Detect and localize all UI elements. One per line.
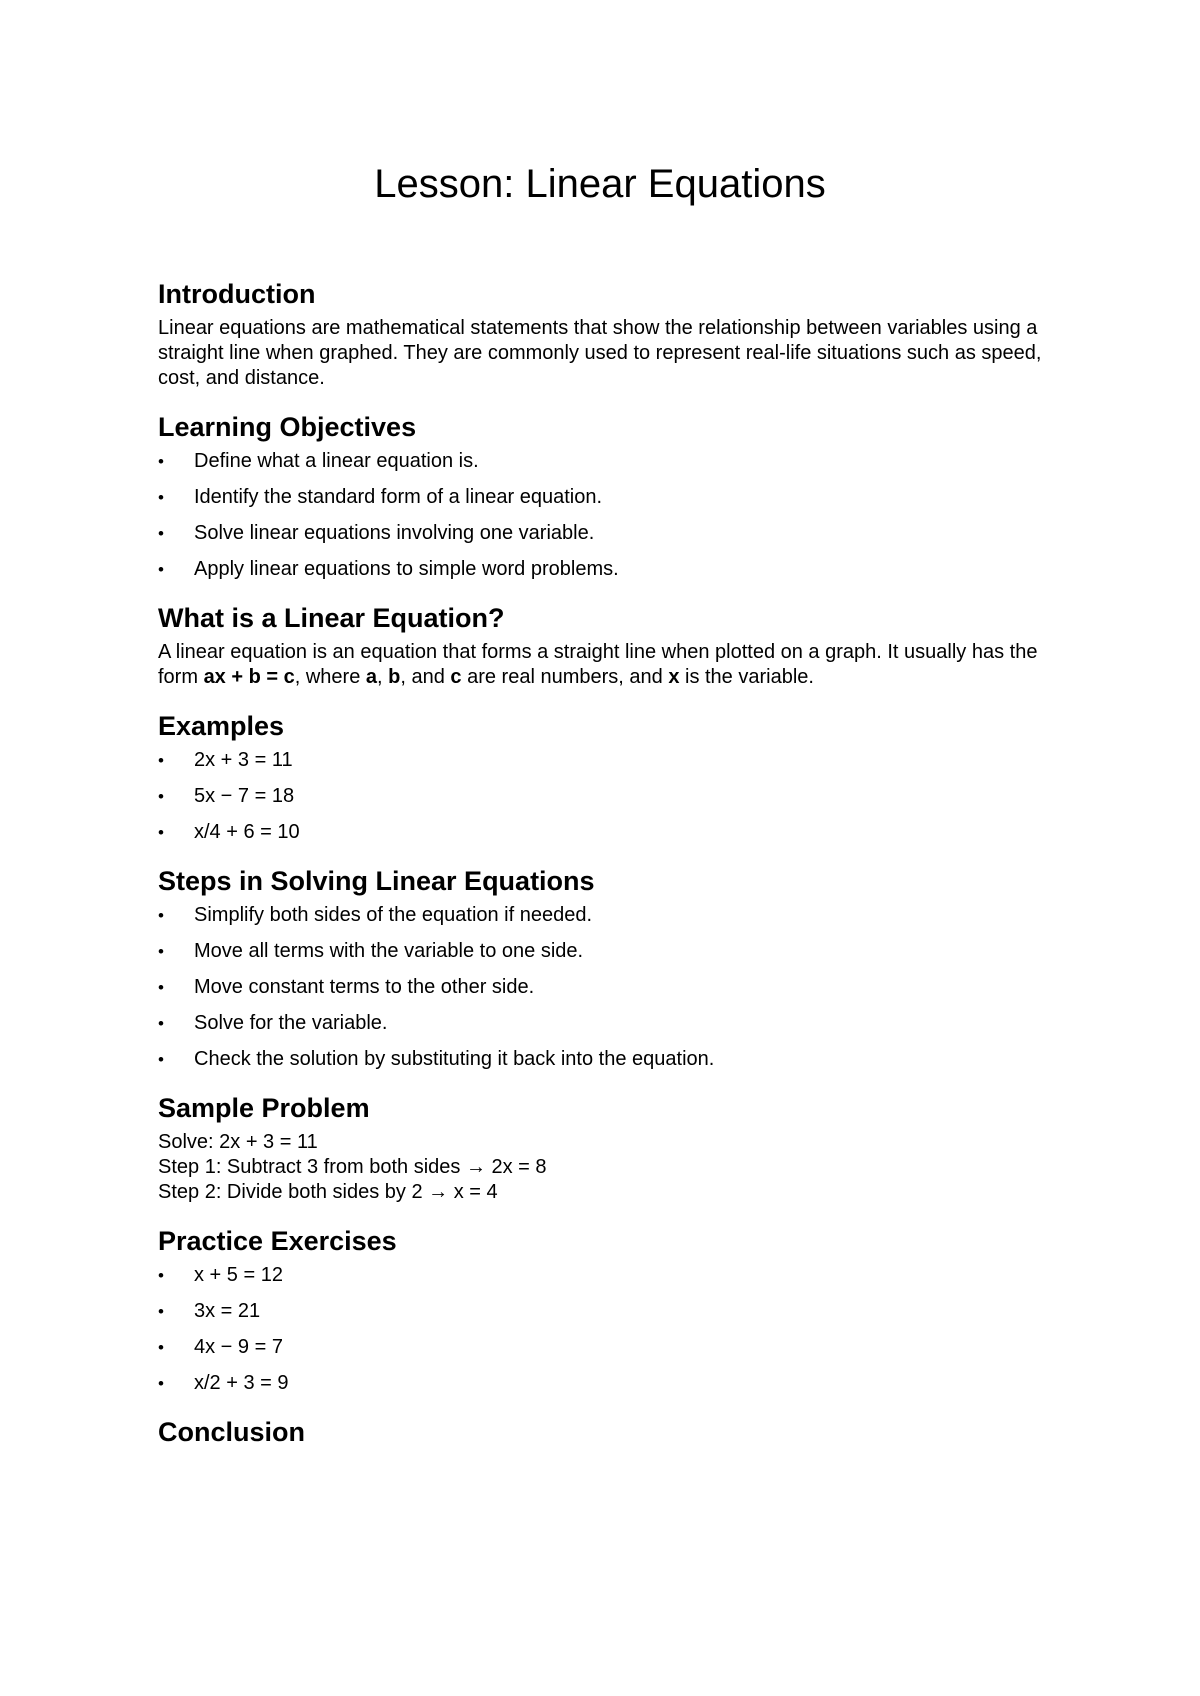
list-item: • Define what a linear equation is. bbox=[158, 449, 1058, 474]
section-learning-objectives bbox=[158, 411, 1058, 582]
list-item: • Apply linear equations to simple word problems. bbox=[158, 557, 1058, 582]
list-item: • x + 5 = 12 bbox=[158, 1263, 1058, 1288]
list-item: • Move all terms with the variable to one side. bbox=[158, 939, 1058, 964]
list-item: • 4x − 9 = 7 bbox=[158, 1335, 1058, 1360]
list-item: • Solve linear equations involving one variable. bbox=[158, 521, 1058, 546]
sample-line: Step 1: Subtract 3 from both sides → 2x = 8 bbox=[158, 1156, 547, 1178]
list-item: • Identify the standard form of a linear equation. bbox=[158, 485, 1058, 510]
variable-a: a bbox=[365, 666, 378, 688]
section-heading: Conclusion bbox=[158, 1417, 305, 1447]
section-heading: Practice Exercises bbox=[158, 1226, 397, 1256]
list-item: • Move constant terms to the other side. bbox=[158, 975, 1058, 1000]
sample-line: Step 2: Divide both sides by 2 → x = 4 bbox=[158, 1181, 498, 1203]
text-run: , bbox=[377, 666, 389, 688]
text-run: are real numbers, and bbox=[461, 666, 669, 688]
variable-c: c bbox=[450, 666, 462, 688]
section-heading: Sample Problem bbox=[158, 1093, 370, 1123]
list-item: • Solve for the variable. bbox=[158, 1011, 1058, 1036]
bullet-list bbox=[158, 1263, 1058, 1396]
section-heading: Steps in Solving Linear Equations bbox=[158, 866, 595, 896]
section-practice-exercises bbox=[158, 1225, 1058, 1396]
variable-b: b bbox=[388, 666, 401, 688]
section-conclusion bbox=[158, 1416, 1058, 1448]
section-heading: Learning Objectives bbox=[158, 412, 417, 442]
text-run: is the variable. bbox=[679, 666, 814, 688]
section-heading: What is a Linear Equation? bbox=[158, 603, 505, 633]
section-examples bbox=[158, 710, 1058, 845]
section-steps bbox=[158, 865, 1058, 1072]
bullet-list bbox=[158, 748, 1058, 845]
page-title: Lesson: Linear Equations bbox=[374, 162, 826, 206]
section-heading: Introduction bbox=[158, 279, 316, 309]
section-sample-problem bbox=[158, 1092, 1058, 1205]
section-introduction bbox=[158, 278, 1058, 391]
list-item: • x/4 + 6 = 10 bbox=[158, 820, 1058, 845]
bullet-list bbox=[158, 903, 1058, 1072]
list-item: • x/2 + 3 = 9 bbox=[158, 1371, 1058, 1396]
bullet-list bbox=[158, 449, 1058, 582]
document-body bbox=[158, 278, 1058, 1468]
list-item: • 5x − 7 = 18 bbox=[158, 784, 1058, 809]
list-item: • 2x + 3 = 11 bbox=[158, 748, 1058, 773]
text-run: A linear equation is an equation that forms a straight line when plotted on a graph. It usually has the form bbox=[158, 641, 1038, 688]
sample-lines bbox=[158, 1130, 1058, 1205]
section-paragraph: Linear equations are mathematical statements that show the relationship between variables using a straight line when graphed. They are commonly used to represent real-life situations such as speed, cost, and distance. bbox=[158, 317, 1042, 389]
sample-line: Solve: 2x + 3 = 11 bbox=[158, 1131, 318, 1153]
list-item: • Check the solution by substituting it back into the equation. bbox=[158, 1047, 1058, 1072]
standard-form: ax + b = c bbox=[203, 666, 295, 688]
list-item: • 3x = 21 bbox=[158, 1299, 1058, 1324]
section-heading: Examples bbox=[158, 711, 285, 741]
section-paragraph bbox=[158, 640, 1058, 690]
variable-x: x bbox=[668, 666, 680, 688]
list-item: • Simplify both sides of the equation if needed. bbox=[158, 903, 1058, 928]
text-run: , and bbox=[400, 666, 451, 688]
section-definition bbox=[158, 602, 1058, 690]
text-run: , where bbox=[294, 666, 366, 688]
